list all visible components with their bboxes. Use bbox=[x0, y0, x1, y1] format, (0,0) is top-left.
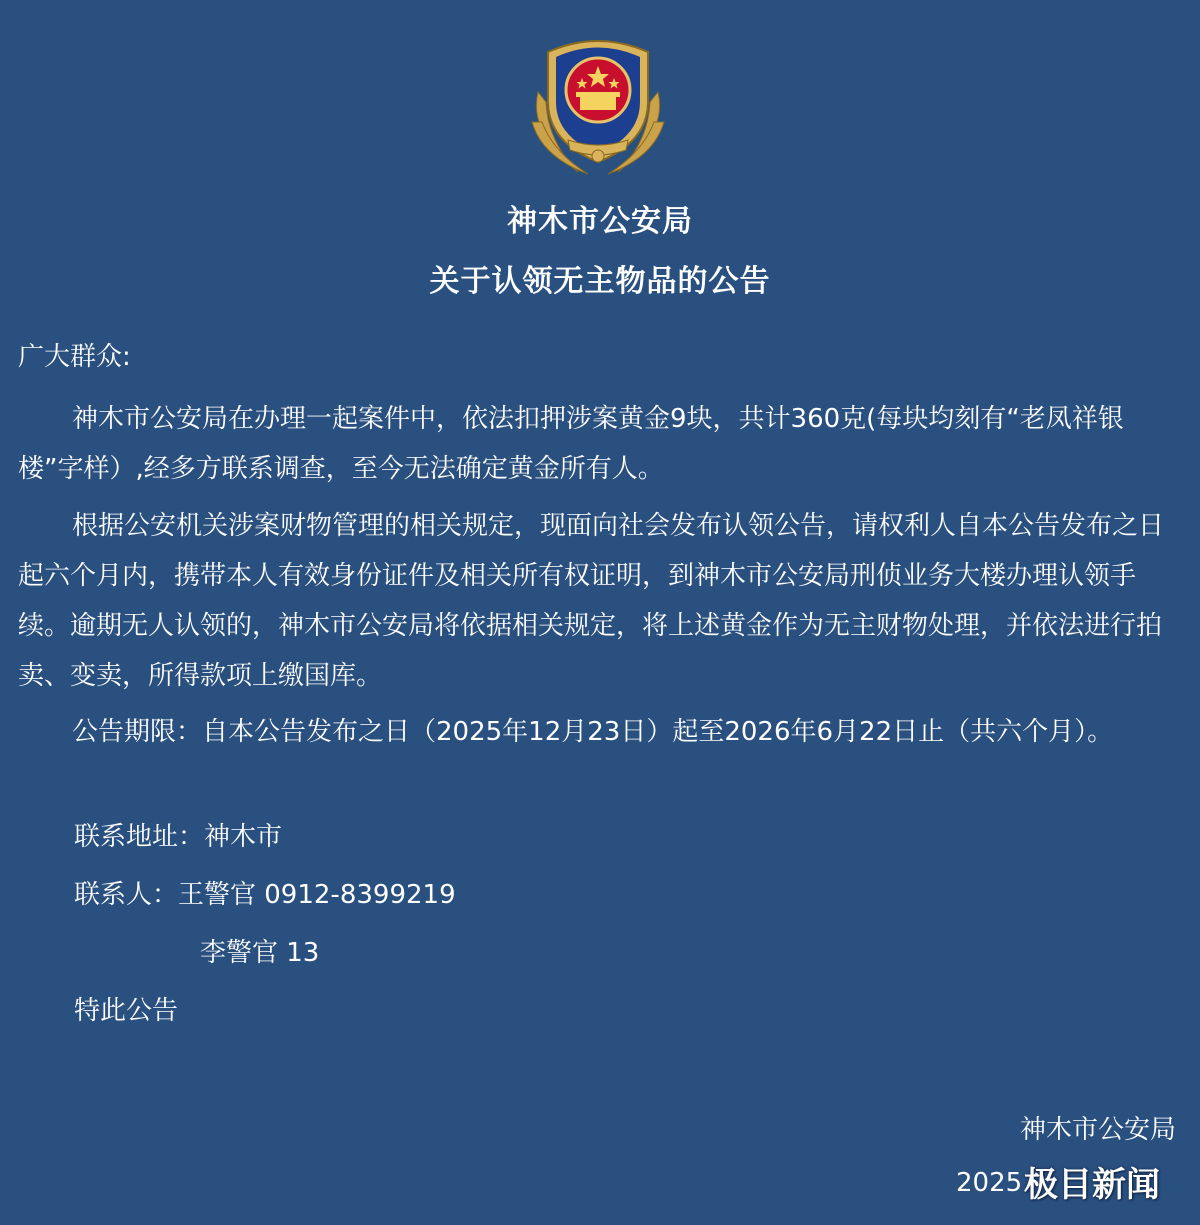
salutation: 广大群众: bbox=[18, 342, 131, 372]
contact-address: 联系地址：神木市 bbox=[74, 822, 283, 852]
contact-person-wang: 联系人：王警官 0912-8399219 bbox=[74, 880, 456, 910]
signature-org: 神木市公安局 bbox=[1019, 1115, 1176, 1145]
paragraph-case: 神木市公安局在办理一起案件中，依法扣押涉案黄金9块，共计360克(每块均刻有“老凤祥银楼”字样）,经多方联系调查，至今无法确定黄金所有人。 bbox=[18, 404, 1124, 484]
paragraph-claim-rules: 根据公安机关涉案财物管理的相关规定，现面向社会发布认领公告，请权利人自本公告发布之日起六个月内，携带本人有效身份证件及相关所有权证明，到神木市公安局刑侦业务大楼办理认领手续。逾期无人认领的，神木市公安局将依据相关规定，将上述黄金作为无主财物处理，并依法进行拍卖、变卖，所得款项上缴国库。 bbox=[18, 511, 1165, 691]
signature-date: 2025 bbox=[956, 1168, 1023, 1198]
closing-text: 特此公告 bbox=[74, 996, 179, 1026]
police-emblem-icon bbox=[518, 22, 678, 180]
watermark-logo: 极目新闻 bbox=[1024, 1165, 1160, 1205]
contact-person-li: 李警官 13 bbox=[200, 938, 320, 968]
paragraph-period: 公告期限：自本公告发布之日（2025年12月23日）起至2026年6月22日止（共六个月）。 bbox=[72, 717, 1114, 747]
announcement-title: 关于认领无主物品的公告 bbox=[429, 264, 771, 299]
issuer-title: 神木市公安局 bbox=[507, 204, 693, 239]
